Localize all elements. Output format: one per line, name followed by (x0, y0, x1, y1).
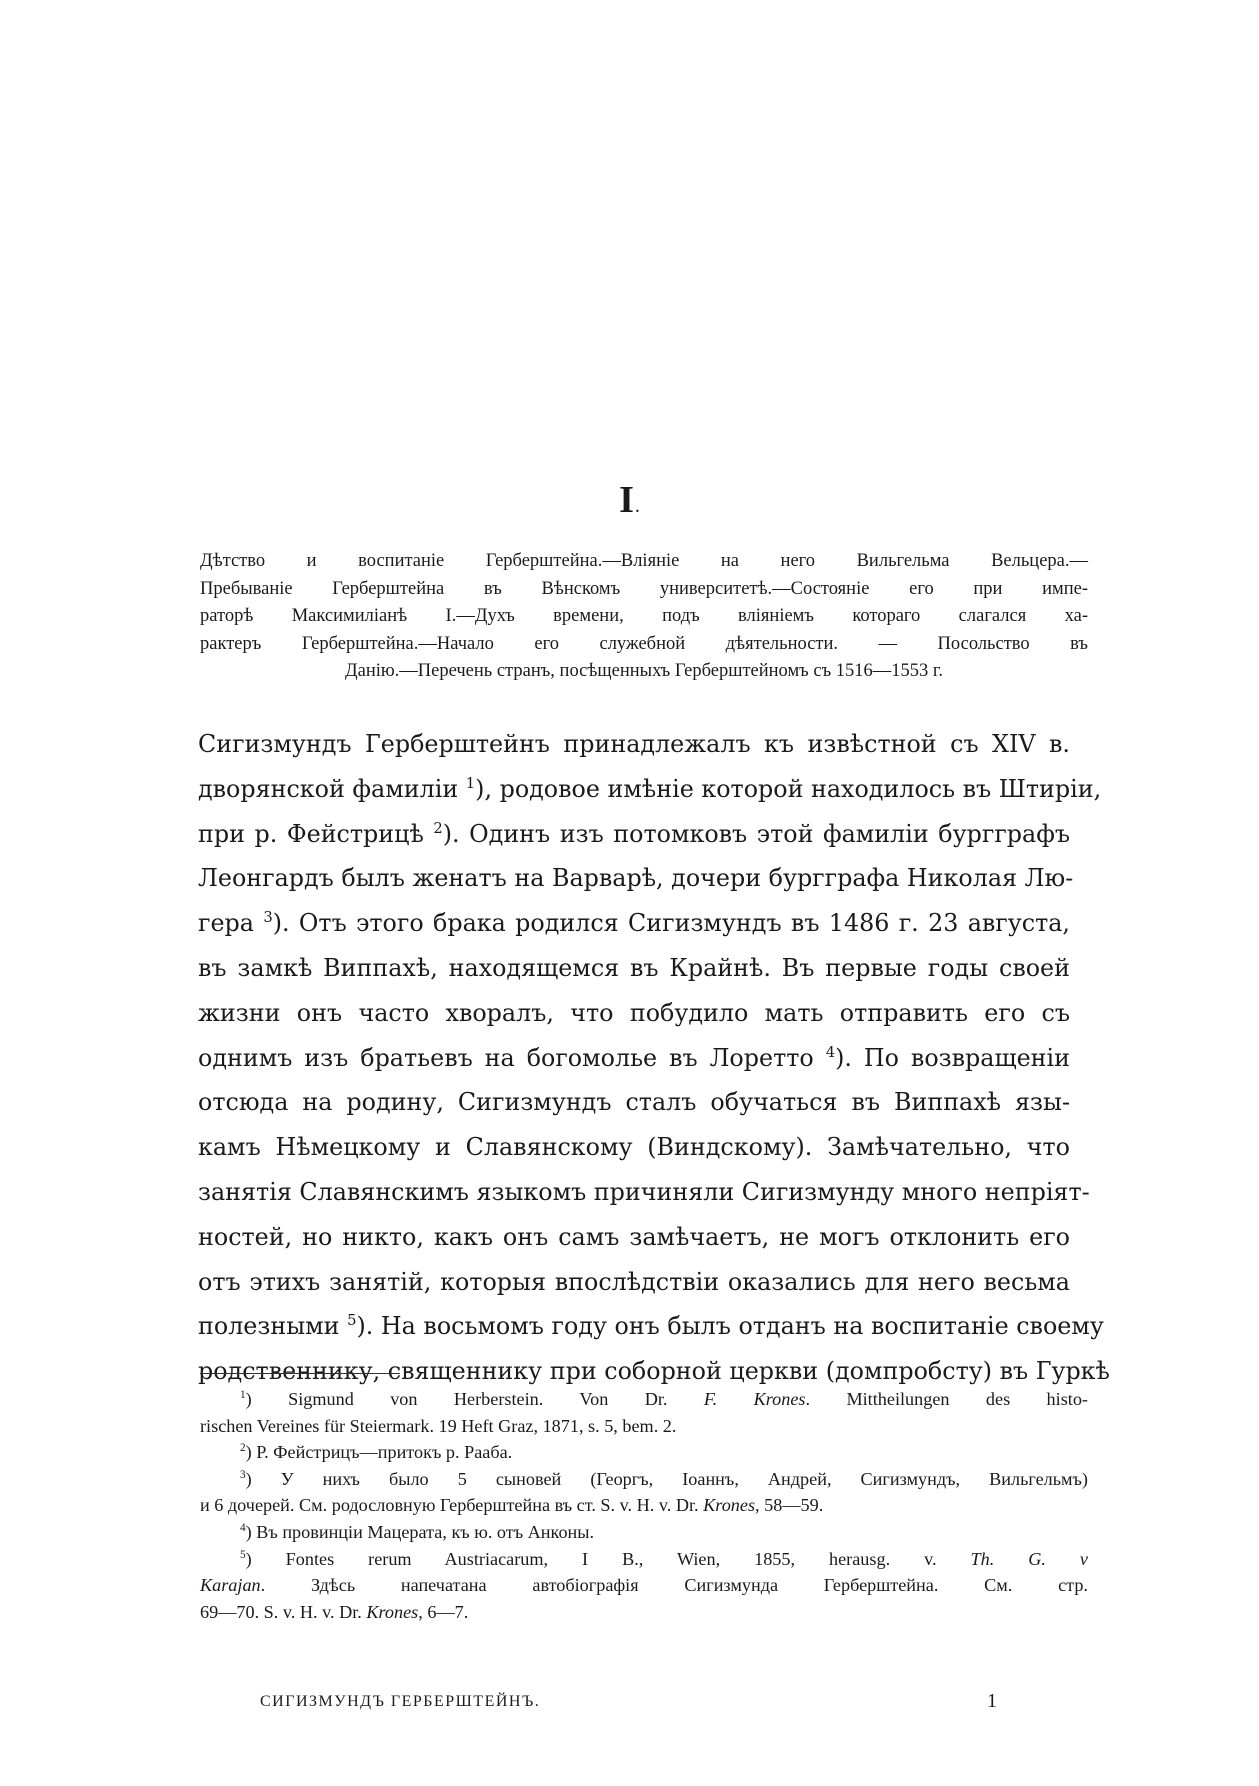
footnote-text: , 6—7. (418, 1601, 469, 1622)
footnote-text: rischen Vereines für Steiermark. 19 Heft Graz, 1871, s. 5, bem. 2. (200, 1415, 677, 1436)
body-line (198, 946, 1070, 991)
footnote-marker: 1 (240, 1388, 246, 1401)
body-text-run: ). Отъ этого брака родился Сигизмундъ въ 1486 г. 23 августа, (272, 909, 1070, 938)
body-line (198, 1125, 1070, 1170)
body-line (198, 722, 1070, 767)
body-text-run: въ замкѣ Виппахѣ, находящемся въ Крайнѣ. Въ первые годы своей (198, 953, 1070, 982)
body-text-run: ностей, но никто, какъ онъ самъ замѣчаетъ, не могъ отклонить его (198, 1222, 1070, 1251)
body-line (198, 812, 1070, 857)
footnote-line (200, 1492, 1088, 1519)
body-line (198, 1170, 1090, 1215)
body-line (198, 901, 1070, 946)
body-line (198, 991, 1070, 1036)
footnote-line (200, 1546, 1088, 1573)
footnote-ref[interactable]: 3 (263, 909, 273, 927)
footnote-marker: 4 (240, 1521, 246, 1534)
body-text-run: дворянской фамиліи (198, 774, 466, 803)
summary-line: Данію.—Перечень странъ, посѣщенныхъ Герберштейномъ съ 1516—1553 г. (344, 661, 944, 682)
footnote-ref[interactable]: 2 (433, 819, 443, 837)
body-text-run: полезными (198, 1312, 348, 1341)
footnote-italic: F. Krones (703, 1389, 806, 1409)
footnote-text: и 6 дочерей. См. родословную Герберштейна въ ст. S. v. H. v. Dr. (200, 1495, 704, 1516)
body-text-run: гера (198, 909, 264, 938)
footnote-italic: Th. G. v (970, 1548, 1088, 1569)
footnote-line (200, 1519, 1088, 1546)
footnotes (200, 1386, 1088, 1625)
footnote-italic: Krones (703, 1495, 756, 1516)
body-line (198, 1036, 1070, 1081)
footnote-separator (200, 1373, 400, 1374)
footnote-line (200, 1572, 1088, 1599)
body-line (198, 1080, 1070, 1125)
body-line (198, 1304, 1104, 1349)
footnote-text: , 58—59. (755, 1495, 824, 1516)
footnote-text: ) Р. Фейстрицъ—притокъ р. Рааба. (245, 1442, 513, 1463)
footnote-line (200, 1413, 1088, 1440)
footnote-line (200, 1599, 1088, 1626)
footnote-text: . Mittheilungen des histo- (805, 1389, 1088, 1409)
chapter-number: I (619, 479, 635, 521)
footnote-marker: 2 (240, 1442, 246, 1455)
body-text-run: ). Одинъ изъ потомковъ этой фамиліи бургграфъ (442, 819, 1070, 848)
body-line (198, 1215, 1070, 1260)
running-title: СИГИЗМУНДЪ ГЕРБЕРШТЕЙНЪ. (260, 1693, 541, 1710)
footnote-marker: 5 (240, 1548, 246, 1561)
body-text-run: однимъ изъ братьевъ на богомолье въ Лоретто (198, 1043, 826, 1072)
body-text-run: родственнику, священнику при соборной церкви (домпробсту) въ Гуркѣ (198, 1357, 1110, 1386)
footnote-italic: Karajan (200, 1575, 261, 1596)
summary-line: Пребываніе Герберштейна въ Вѣнскомъ университетѣ.—Состояніе его при импе- (200, 578, 1088, 599)
body-text-run: при р. Фейстрицѣ (198, 819, 434, 848)
body-text-run: ), родовое имѣніе которой находилось въ Штиріи, (475, 774, 1102, 803)
body-text-run: отсюда на родину, Сигизмундъ сталъ обучаться въ Виппахѣ язы- (198, 1088, 1070, 1117)
body-text-run: отъ этихъ занятій, которыя впослѣдствіи оказались для него весьма (198, 1267, 1070, 1296)
footnote-line (200, 1466, 1088, 1493)
footnote-text: . Здѣсь напечатана автобіографія Сигизмунда Герберштейна. См. стр. (260, 1575, 1088, 1596)
chapter-heading (560, 478, 700, 522)
footnote-ref[interactable]: 4 (825, 1043, 836, 1061)
footnote-ref[interactable]: 5 (347, 1312, 357, 1330)
body-line (198, 856, 1074, 901)
chapter-summary (200, 548, 1088, 686)
body-text-run: Сигизмундъ Герберштейнъ принадлежалъ къ извѣстной съ XIV в. (198, 730, 1070, 758)
page-number: 1 (987, 1690, 997, 1712)
footnote-line (200, 1386, 1088, 1413)
body-line (198, 767, 1102, 812)
footnote-italic: Krones (366, 1601, 419, 1622)
summary-line: раторѣ Максимиліанѣ I.—Духъ времени, подъ вліяніемъ котораго слагался ха- (200, 606, 1088, 627)
body-text-run: камъ Нѣмецкому и Славянскому (Виндскому). Замѣчательно, что (198, 1133, 1070, 1162)
summary-line: рактеръ Герберштейна.—Начало его служебной дѣятельности. — Посольство въ (200, 633, 1088, 654)
body-text-run: жизни онъ часто хворалъ, что побудило мать отправить его съ (198, 998, 1070, 1027)
footnote-text: ) У нихъ было 5 сыновей (Георгъ, Іоаннъ, Андрей, Сигизмундъ, Вильгельмъ) (245, 1468, 1088, 1489)
footnote-text: 69—70. S. v. H. v. Dr. (200, 1601, 367, 1622)
page-footer (260, 1690, 1060, 1718)
body-paragraph (198, 722, 1110, 1394)
footnote-ref[interactable]: 1 (465, 774, 476, 792)
body-text-run: занятія Славянскимъ языкомъ причиняли Сигизмунду много непріят- (198, 1177, 1090, 1206)
footnote-marker: 3 (240, 1468, 246, 1481)
body-text-run: ). По возвращеніи (835, 1043, 1070, 1072)
body-text-run: Леонгардъ былъ женатъ на Варварѣ, дочери бургграфа Николая Лю- (198, 864, 1074, 893)
footnote-text: ) Fontes rerum Austriacarum, I B., Wien, 1855, herausg. v. (245, 1548, 971, 1569)
summary-line: Дѣтство и воспитаніе Герберштейна.—Вліяніе на него Вильгельма Вельцера.— (200, 551, 1088, 571)
footnote-line (200, 1439, 1088, 1466)
footnote-text: ) Sigmund von Herberstein. Von Dr. (245, 1389, 704, 1409)
body-line (198, 1260, 1070, 1305)
chapter-number-dot: . (634, 495, 641, 517)
body-text-run: ). На восьмомъ году онъ былъ отданъ на воспитаніе своему (356, 1312, 1104, 1341)
footnote-text: ) Въ провинціи Мацерата, къ ю. отъ Анконы. (245, 1521, 595, 1542)
